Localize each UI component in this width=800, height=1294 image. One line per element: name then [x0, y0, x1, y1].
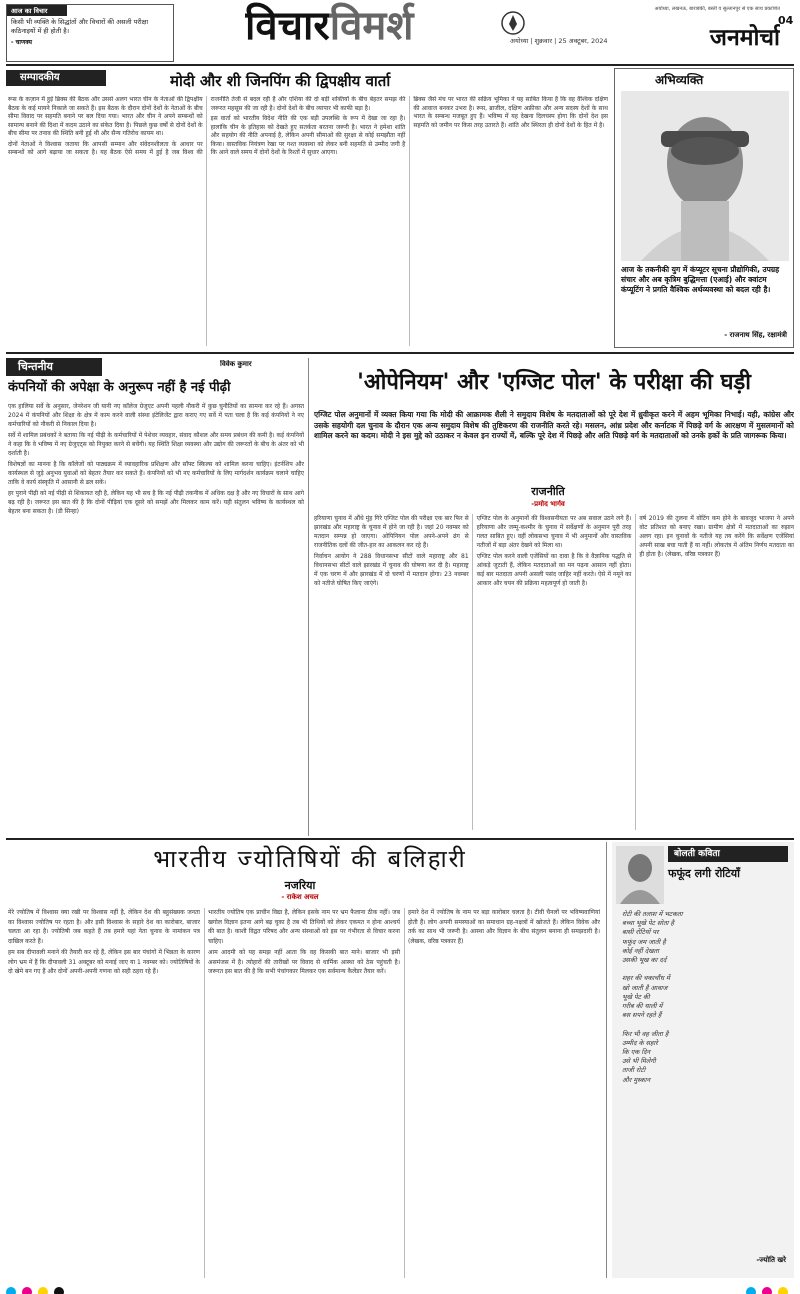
- poem-line: कोई नहीं देखता: [622, 946, 659, 955]
- exit-poll-byline: -प्रमोद भार्गव: [531, 500, 565, 508]
- astrology-headline: भारतीय ज्योतिषियों की बलिहारी: [153, 845, 467, 873]
- poem-lines: [622, 910, 788, 1085]
- poem-line: कि एक दिन: [622, 1048, 651, 1057]
- poem-title: फफूंद लगी रोटियाँ: [668, 867, 740, 880]
- minister-portrait: [621, 91, 789, 261]
- astrology-label: नजरिया: [284, 879, 316, 892]
- chintan-section-label: चिन्तनीय: [6, 358, 102, 376]
- cyan-mark: [6, 1287, 16, 1294]
- poem-line: ताजी रोटी: [622, 1066, 646, 1075]
- black-mark: [54, 1287, 64, 1294]
- editorial-paragraph: ब्रिक्स जैसे मंच पर भारत की सक्रिय भूमिका ने यह साबित किया है कि वह वैश्विक दक्षिण की आवाज बनकर उभरा है। रूस, ब्राजील, दक्षिण अफ्रीका और अन्य सदस्य देशों के साथ भारत के सम्बन्ध मजबूत हुए हैं। भविष्य में यह देखना दिलचस्प होगा कि दोनों देश इस सहमति को जमीन पर किस तरह उतारते हैं। शांति और स्थिरता ही दोनों देशों के हित में है।: [413, 96, 608, 129]
- section-divider: [6, 838, 794, 840]
- registration-marks-right: [720, 1282, 794, 1294]
- chintan-paragraph: सर्वे में शामिल प्रबंधकों ने बताया कि नई पीढ़ी के कर्मचारियों में पेशेवर व्यवहार, संवाद कौशल और समय प्रबंधन की कमी है। कई कंपनियों ने कहा कि वे भविष्य में नए ग्रेजुएट्स को नियुक्त करने से बचेंगी। यह स्थिति शिक्षा व्यवस्था और उद्योग की जरूरतों के बीच के अंतर को भी दर्शाती है।: [8, 432, 304, 457]
- exit-poll-paragraph: वर्ष 2019 की तुलना में वोटिंग कम होने के बावजूद भाजपा ने अपने वोट प्रतिशत को बनाए रखा। ग्रामीण क्षेत्रों में मतदाताओं का रुझान अलग रहा। इन चुनावों के नतीजे यह तय करेंगे कि सर्वेक्षण एजेंसियां अपनी साख बचा पाती हैं या नहीं। लोकतंत्र में अंतिम निर्णय मतदाता का ही होता है। (लेखक, वरिष्ठ पत्रकार हैं): [639, 515, 794, 558]
- editorial-body: [8, 96, 608, 346]
- registration-marks: [6, 1282, 126, 1294]
- masthead-rule: [6, 64, 794, 66]
- abhivyakti-label: अभिव्यक्ति: [655, 73, 704, 87]
- quote-of-day-box: [6, 4, 174, 62]
- chintan-body: [8, 402, 304, 832]
- paper-tagline: अयोध्या, लखनऊ, बाराबंकी, बस्ती व सुल्तानपुर से एक साथ प्रकाशित: [654, 6, 780, 12]
- exit-poll-deck: एग्जिट पोल अनुमानों में व्यक्त किया गया कि मोदी की आक्रामक शैली ने समुदाय विशेष के मतदाताओं को पूरे देश में ध्रुवीकृत करने में अहम भूमिका निभाई। यही, कांग्रेस और उसके सहयोगी दल चुनाव के दौरान एक अन्य समुदाय विशेष की तुष्टिकरण की राजनीति करते रहे। मसलन, आंध्र प्रदेश और कर्नाटक में पिछड़े वर्ग के आरक्षण में मुसलमानों को शामिल करने का कदम। मोदी ने इस मुद्दे को उठाकर न केवल इन राज्यों में, बल्कि पूरे देश में पिछड़े और अति पिछड़े वर्ग के मतदाताओं को उनके हकों के प्रति जागरूक किया।: [314, 410, 794, 440]
- poem-line: खो जाती है आवाज: [622, 983, 668, 992]
- editorial-paragraph: इस वार्ता को भारतीय विदेश नीति की एक बड़ी उपलब्धि के रूप में देखा जा रहा है। हालांकि चीन के इतिहास को देखते हुए सतर्कता बरतना जरूरी है। भारत ने हमेशा शांति और सहयोग की नीति अपनाई है, लेकिन अपनी सीमाओं की सुरक्षा से कोई समझौता नहीं किया। वास्तविक नियंत्रण रेखा पर गश्त व्यवस्था को लेकर बनी सहमति से उम्मीद जगी है कि आने वाले समय में दोनों देशों के रिश्तों में सुधार आएगा।: [210, 115, 406, 156]
- chintan-paragraph: हर पुराने पीढ़ी को नई पीढ़ी से शिकायत रही है, लेकिन यह भी सच है कि नई पीढ़ी तकनीक में अधिक दक्ष है और नए विचारों के साथ आगे बढ़ रही है। जरूरत इस बात की है कि दोनों पीढ़ियां एक दूसरे को समझें और मिलकर काम करें। यही संतुलन भविष्य के कार्यस्थल को बेहतर बना सकता है। (डी सिन्हा): [8, 490, 304, 515]
- yellow-mark: [38, 1287, 48, 1294]
- astrology-paragraph: हम सब दीपावली मनाने की तैयारी कर रहे हैं, लेकिन इस बार पंचांगों में भिन्नता के कारण लोग भ्रम में हैं कि दीपावली 31 अक्टूबर को मनाई जाए या 1 नवम्बर को। ज्योतिषियों के दो खेमे बन गए हैं और दोनों अपनी-अपनी गणना को सही ठहरा रहे हैं।: [8, 949, 200, 975]
- exit-poll-label: राजनीति: [531, 485, 565, 498]
- poem-line: बच्चा भूखे पेट सोता है: [622, 919, 675, 928]
- poem-line: [622, 965, 788, 974]
- poem-line: फफूंद जम जाती है: [622, 937, 666, 946]
- masthead-title: [245, 2, 505, 52]
- editorial-paragraph: दोनों नेताओं ने विश्वास जताया कि आपसी सम्मान और संवेदनशीलता के आधार पर सम्बन्धों को आगे बढ़ाया जा सकता है। यह बैठक ऐसे समय में हुई है जब विश्व की राजनीति तेजी से बदल रही है और एशिया की दो बड़ी शक्तियों के बीच बेहतर समझ की जरूरत महसूस की जा रही है। दोनों देशों के बीच व्यापार भी काफी बड़ा है।: [8, 96, 406, 156]
- abhivyakti-box: [614, 68, 794, 348]
- vertical-divider: [606, 842, 607, 1278]
- poem-line: बस सपने रहते हैं: [622, 1011, 662, 1020]
- chintan-byline: विवेक कुमार: [220, 360, 252, 368]
- exit-poll-paragraph: एग्जिट पोल करने वाली एजेंसियों का दावा है कि वे वैज्ञानिक पद्धति से आंकड़े जुटाती हैं, लेकिन मतदाताओं का मन पढ़ना आसान नहीं होता। कई बार मतदाता अपनी असली पसंद जाहिर नहीं करते। ऐसे में नमूने का आकार और चयन की प्रक्रिया महत्वपूर्ण हो जाती है।: [476, 553, 632, 587]
- section-divider: [6, 352, 794, 354]
- astrology-body: [8, 908, 600, 1278]
- masthead-title-right: विमर्श: [329, 2, 414, 49]
- poem-line: और मुस्कान: [622, 1075, 651, 1084]
- poem-line: भूखे पेट की: [622, 992, 650, 1001]
- poem-line: गरीब की थाली में: [622, 1002, 663, 1011]
- magenta-mark: [762, 1287, 772, 1294]
- poem-line: बासी रोटियों पर: [622, 928, 659, 937]
- masthead-title-left: विचार: [245, 2, 330, 49]
- exit-poll-body: [314, 514, 794, 830]
- poem-box: [612, 842, 794, 1278]
- quote-of-day-text: किसी भी व्यक्ति के सिद्धांतों और विचारों की असली परीक्षा कठिनाइयों में ही होती है।: [11, 18, 149, 35]
- exit-poll-paragraph: हरियाणा चुनाव में औंधे मुंह गिरे एग्जिट पोल की परीक्षा एक बार फिर से झारखंड और महाराष्ट्र के चुनाव में होने जा रही है। जहां 20 नवम्बर को मतदान सम्पन्न हो जाएगा। ओपिनियन पोल अपने-अपने ढंग से राजनीतिक दलों की जीत-हार का आकलन कर रहे हैं।: [314, 515, 469, 549]
- editorial-headline: मोदी और शी जिनपिंग की द्विपक्षीय वार्ता: [170, 72, 391, 90]
- poem-author: -ज्योति खरे: [756, 1256, 786, 1264]
- quote-of-day-author: - चाणक्य: [11, 39, 32, 46]
- poem-line: [622, 1020, 788, 1029]
- astrology-paragraph: भारतीय ज्योतिष एक प्राचीन विद्या है, लेकिन इसके नाम पर भ्रम फैलाना ठीक नहीं। जब खगोल विज्ञान इतना आगे बढ़ चुका है तब भी तिथियों को लेकर एकमत न होना आश्चर्य की बात है। काशी विद्वत परिषद और अन्य संस्थाओं को इस पर गंभीरता से विचार करना चाहिए।: [208, 909, 400, 945]
- editorial-paragraph: रूस के कज़ान में हुई ब्रिक्स की बैठक और उससे अलग भारत चीन के नेताओं की द्विपक्षीय बैठक के कई मायने निकाले जा सकते हैं। इस बैठक के दौरान दोनों देशों के नेताओं के बीच सीमा विवाद पर सहमति बनाने पर बल दिया गया। भारत और चीन ने अपने सम्बन्धों को सामान्य बनाने की दिशा में कदम उठाने का संकेत दिया है। पिछले कुछ वर्षों से दोनों देशों के बीच सीमा पर तनाव की स्थिति बनी हुई थी और सैन्य गतिरोध कायम था।: [8, 96, 203, 137]
- poem-line: रोटी की तलाश में भटकता: [622, 910, 683, 918]
- abhivyakti-quote: आज के तकनीकी युग में कंप्यूटर सूचना प्रौद्योगिकी, उपग्रह संचार और अब कृत्रिम बुद्धिमत्ता (एआई) और क्वांटम कंप्यूटिंग ने प्रगति वैश्विक अर्थव्यवस्था को बदल रही है।: [621, 265, 780, 294]
- poem-line: शहर की चकाचौंध में: [622, 974, 670, 983]
- chintan-headline: कंपनियों की अपेक्षा के अनुरूप नहीं है नई पीढ़ी: [8, 380, 231, 395]
- yellow-mark: [778, 1287, 788, 1294]
- quote-of-day-kicker: आज का विचार: [7, 5, 67, 16]
- exit-poll-paragraph: एग्जिट पोल के अनुमानों की विश्वसनीयता पर अब सवाल उठने लगे हैं। हरियाणा और जम्मू-कश्मीर के चुनाव में सर्वेक्षणों के अनुमान पूरी तरह गलत साबित हुए। वहीं लोकसभा चुनाव में भी अनुमानों और वास्तविक नतीजों में बड़ा अंतर देखने को मिला था।: [476, 515, 632, 549]
- city-date: अयोध्या | शुक्रवार | 25 अक्टूबर, 2024: [510, 37, 608, 45]
- cyan-mark: [746, 1287, 756, 1294]
- exit-poll-paragraph: निर्वाचन आयोग ने 288 विधानसभा सीटों वाले महाराष्ट्र और 81 विधानसभा सीटों वाले झारखंड में चुनाव की घोषणा कर दी है। महाराष्ट्र में एक चरण में और झारखंड में दो चरणों में मतदान होगा। 23 नवम्बर को नतीजे घोषित किए जाएंगे।: [314, 553, 469, 587]
- pen-nib-icon: [500, 10, 526, 36]
- poem-section-label: बोलती कविता: [668, 846, 788, 862]
- paper-name: जनमोर्चा: [709, 24, 780, 50]
- astrology-paragraph: हमारे देश में ज्योतिष के नाम पर बड़ा कारोबार चलता है। टीवी चैनलों पर भविष्यवाणियां होती हैं। लोग अपनी समस्याओं का समाधान ग्रह-नक्षत्रों में खोजते हैं। लेकिन विवेक और तर्क का साथ भी जरूरी है। आस्था और विज्ञान के बीच संतुलन बनाना ही समझदारी है। (लेखक, वरिष्ठ पत्रकार हैं): [408, 909, 600, 945]
- exit-poll-headline: 'ओपेनियम' और 'एग्जिट पोल' के परीक्षा की घड़ी: [357, 370, 751, 395]
- magenta-mark: [22, 1287, 32, 1294]
- astrology-byline: - राकेश अचल: [281, 893, 319, 901]
- abhivyakti-attribution: - राजनाथ सिंह, रक्षामंत्री: [724, 331, 787, 339]
- chintan-paragraph: एक हालिया सर्वे के अनुसार, जेनरेशन जी यानी नए कॉलेज ग्रेजुएट अपनी पहली नौकरी में कुछ चुनौतियों का सामना कर रहे हैं। अगस्त 2024 में कंपनियों और शिक्षा के क्षेत्र में काम करने वाली संस्था इंटेलिजेंट द्वारा कराए गए सर्वे में पता चला है कि कई कंपनियों ने नए कर्मचारियों को नौकरी से निकाल दिया है।: [8, 403, 304, 428]
- vertical-divider: [308, 358, 309, 836]
- poet-portrait: [616, 846, 664, 904]
- poem-line: उम्मीद के सहारे: [622, 1038, 658, 1047]
- astrology-paragraph: मेरे ज्योतिष में विश्वास क्या रखी पर विश्वास नहीं है, लेकिन देश की बहुसंख्यक जनता का विश्वास ज्योतिष पर रहता है। और इसी विश्वास के सहारे देश का कारोबार, बाजार चलता आ रहा है। ज्योतिषी जब कहते हैं तब हमारे यहां नेता चुनाव के नामांकन पत्र दाखिल करते हैं।: [8, 909, 200, 945]
- poem-line: फिर भी वह जीता है: [622, 1029, 669, 1038]
- page-number: 04: [778, 14, 794, 27]
- poem-line: उसकी भूख का दर्द: [622, 956, 667, 965]
- poem-line: उसे भी मिलेगी: [622, 1057, 656, 1066]
- editorial-section-label: सम्पादकीय: [6, 70, 106, 86]
- chintan-paragraph: विशेषज्ञों का मानना है कि कॉलेजों को पाठ्यक्रम में व्यावहारिक प्रशिक्षण और सॉफ्ट स्किल्स को शामिल करना चाहिए। इंटर्नशिप और कार्यस्थल से जुड़े अनुभव युवाओं को बेहतर तैयार कर सकते हैं। कंपनियों को भी नए कर्मचारियों के लिए मार्गदर्शन कार्यक्रम चलाने चाहिए ताकि वे कार्य संस्कृति में आसानी से ढल सकें।: [8, 461, 304, 486]
- astrology-paragraph: आम आदमी को यह समझ नहीं आता कि वह किसकी बात माने। बाजार भी इसी असमंजस में है। त्योहारों की तारीखों पर विवाद से धार्मिक आस्था को ठेस पहुंचती है। जरूरत इस बात की है कि सभी पंचांगकार मिलकर एक सर्वमान्य कैलेंडर तैयार करें।: [208, 949, 400, 975]
